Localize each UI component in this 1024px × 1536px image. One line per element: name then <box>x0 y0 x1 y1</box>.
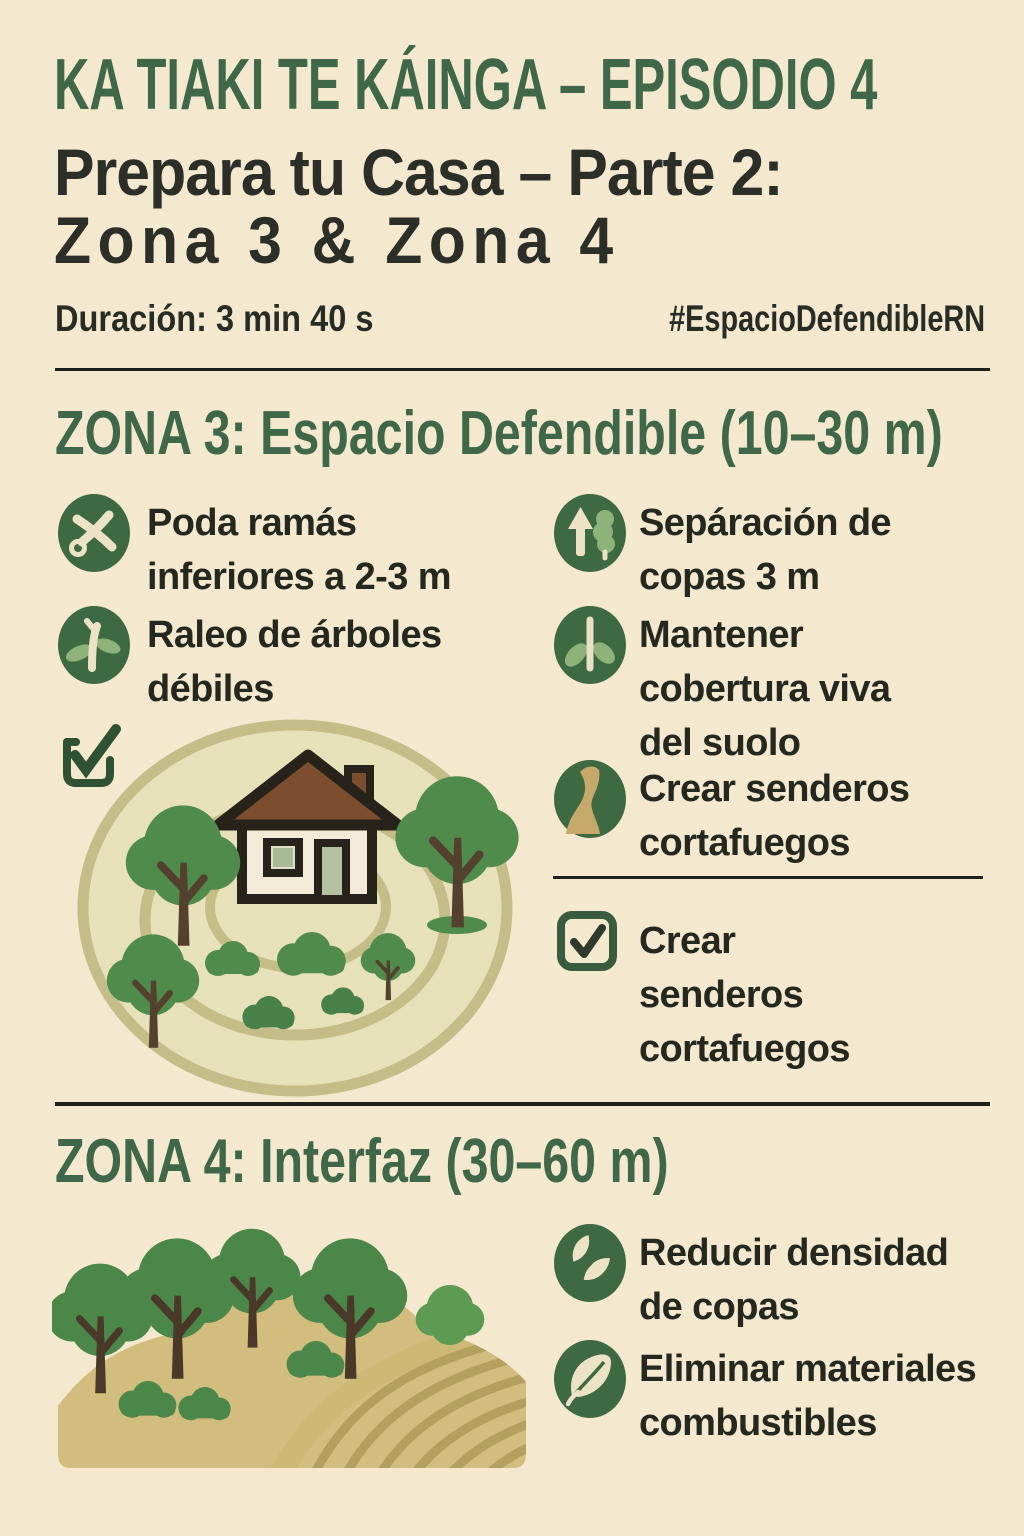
zone3-bullet-label: Crear senderos cortafuegos <box>639 768 910 864</box>
checklist-divider <box>553 876 983 879</box>
episode-subtitle-line1: Prepara tu Casa – Parte 2: <box>54 135 783 209</box>
duration-label: Duración: 3 min 40 s <box>55 298 374 339</box>
zone4-heading: ZONA 4: Interfaz (30–60 m) <box>55 1127 669 1196</box>
leaf-icon <box>554 1340 626 1418</box>
sapling-icon <box>58 606 130 684</box>
pruning-shears-icon <box>58 494 130 572</box>
zone3-bullet-label: Sepáración de copas 3 m <box>639 502 891 598</box>
zone4-bullet-label: Reducir densidad de copas <box>639 1232 949 1328</box>
episode-subtitle-line2: Zona 3 & Zona 4 <box>54 203 620 277</box>
up-arrow-tree-icon <box>554 494 626 572</box>
interface-zone-illustration <box>52 1210 532 1474</box>
zone3-bullet-label: Raleo de árboles débiles <box>147 614 442 710</box>
winding-path-icon <box>554 760 626 838</box>
two-leaves-icon <box>554 1224 626 1302</box>
zone4-bullet-label: Eliminar materiales combustibles <box>639 1348 977 1444</box>
defensible-space-illustration <box>70 713 520 1103</box>
header-divider <box>55 368 990 371</box>
hashtag-label: #EspacioDefendibleRN <box>669 298 985 339</box>
checked-checkbox-icon <box>554 908 620 974</box>
zone3-bullet-label: Mantener cobertura viva del suolo <box>639 614 891 764</box>
checklist-item-label: Crear senderos cortafuegos <box>639 920 850 1070</box>
zone3-heading: ZONA 3: Espacio Defendible (10–30 m) <box>55 399 943 468</box>
zone3-bullet-label: Poda ramás inferiores a 2-3 m <box>147 502 451 598</box>
series-title: KA TIAKI TE KÁINGA – EPISODIO 4 <box>54 45 878 125</box>
section-divider <box>55 1102 990 1106</box>
ground-cover-plant-icon <box>554 606 626 684</box>
